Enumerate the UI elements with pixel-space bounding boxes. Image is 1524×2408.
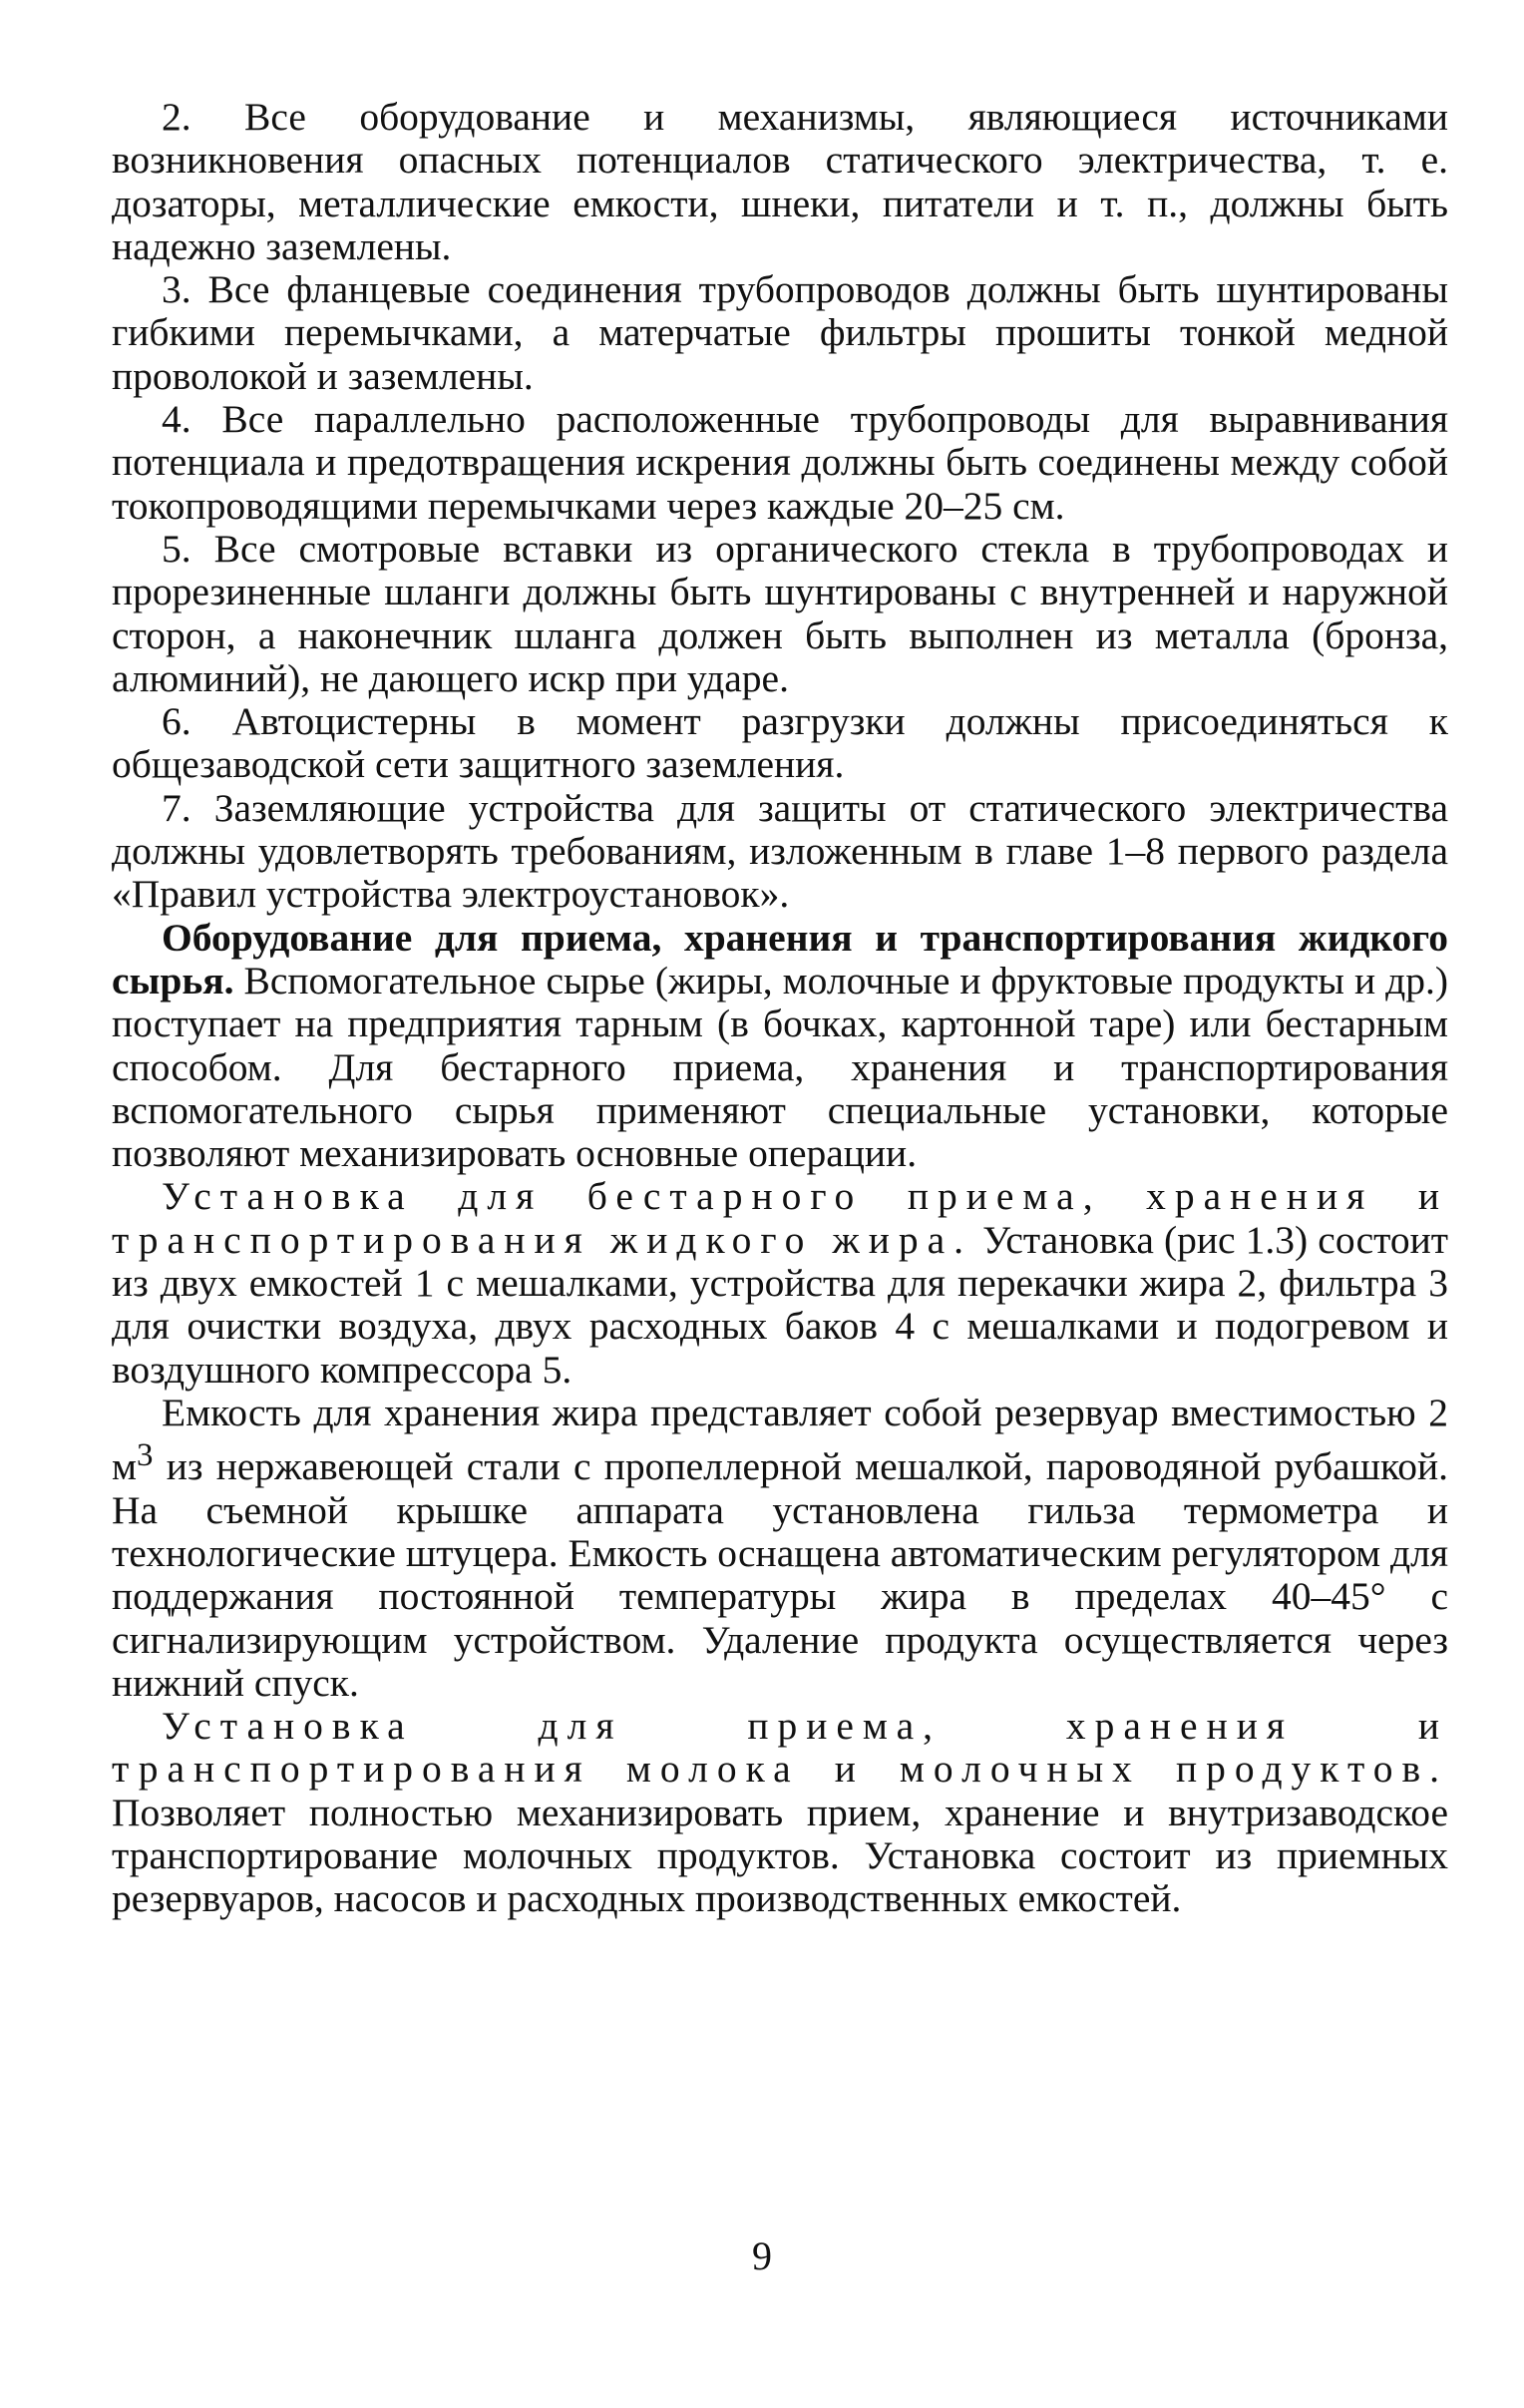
paragraph-item-7 [112,787,1448,917]
paragraph-fat-tank [112,1392,1448,1705]
paragraph-text: 5. Все смотровые вставки из органического стекла в трубопроводах и прорезиненные шланги должны быть шунтированы с внутренней и наружной сторон, а наконечник шланга должен быть выполнен из металла (бронза, алюминий), не дающего искр при ударе. [112,526,1448,700]
paragraph-item-6 [112,700,1448,787]
paragraph-text: 2. Все оборудование и механизмы, являющиеся источниками возникновения опасных потенциалов статического электричества, т. е. дозаторы, металлические емкости, шнеки, питатели и т. п., должны быть надежно заземлены. [112,95,1448,268]
paragraph-item-3 [112,268,1448,398]
paragraph-text: 6. Автоцистерны в момент разгрузки должны присоединяться к общезаводской сети защитного заземления. [112,699,1448,787]
page-body [112,96,1448,1921]
section-fat-installation [112,1175,1448,1391]
paragraph-text: 4. Все параллельно расположенные трубопроводы для выравнивания потенциала и предотвращения искрения должны быть соединены между собой токопроводящими перемычками через каждые 20–25 см. [112,397,1448,528]
superscript: 3 [137,1437,154,1474]
paragraph-text: Вспомогательное сырье (жиры, молочные и фруктовые продукты и др.) поступает на предприятия тарным (в бочках, картонной таре) или бестарным способом. Для бестарного приема, хранения и транспортирования вспомогательного сырья применяют специальные установки, которые позволяют механизировать основные операции. [112,958,1448,1176]
section-heading: Оборудование для приема, хранения и транспортирования жидкого сырья. [112,915,1448,1003]
paragraph-item-4 [112,398,1448,528]
paragraph-text: Позволяет полностью механизировать прием, хранение и внутризаводское транспортирование молочных продуктов. Установка состоит из приемных резервуаров, насосов и расходных производственных емкостей. [112,1790,1448,1921]
paragraph-text: Емкость для хранения жира представляет собой резервуар вместимостью 2 м [112,1390,1448,1489]
paragraph-text: Установка (рис 1.3) состоит из двух емкостей 1 с мешалками, устройства для перекачки жира 2, фильтра 3 для очистки воздуха, двух расходных баков 4 с мешалками и подогревом и воздушного компрессора 5. [112,1217,1448,1392]
paragraph-item-2 [112,96,1448,268]
section-liquid-raw-materials [112,917,1448,1176]
paragraph-text: из нержавеющей стали с пропеллерной мешалкой, пароводяной рубашкой. На съемной крышке аппарата установлена гильза термометра и технологические штуцера. Емкость оснащена автоматическим регулятором для поддержания постоянной температуры жира в пределах 40–45° с сигнализирующим устройством. Удаление продукта осуществляется через нижний спуск. [112,1444,1448,1705]
page-number: 9 [752,2233,772,2278]
section-milk-installation [112,1705,1448,1920]
spaced-heading: Установка для бестарного приема, хранения и транспортирования жидкого жира. [112,1174,1448,1262]
paragraph-item-5 [112,528,1448,700]
paragraph-text: 7. Заземляющие устройства для защиты от статического электричества должны удовлетворять требованиям, изложенным в главе 1–8 первого раздела «Правил устройства электроустановок». [112,785,1448,917]
paragraph-text: 3. Все фланцевые соединения трубопроводов должны быть шунтированы гибкими перемычками, а матерчатые фильтры прошиты тонкой медной проволокой и заземлены. [112,267,1448,398]
spaced-heading: Установка для приема, хранения и транспортирования молока и молочных продуктов. [112,1704,1448,1792]
